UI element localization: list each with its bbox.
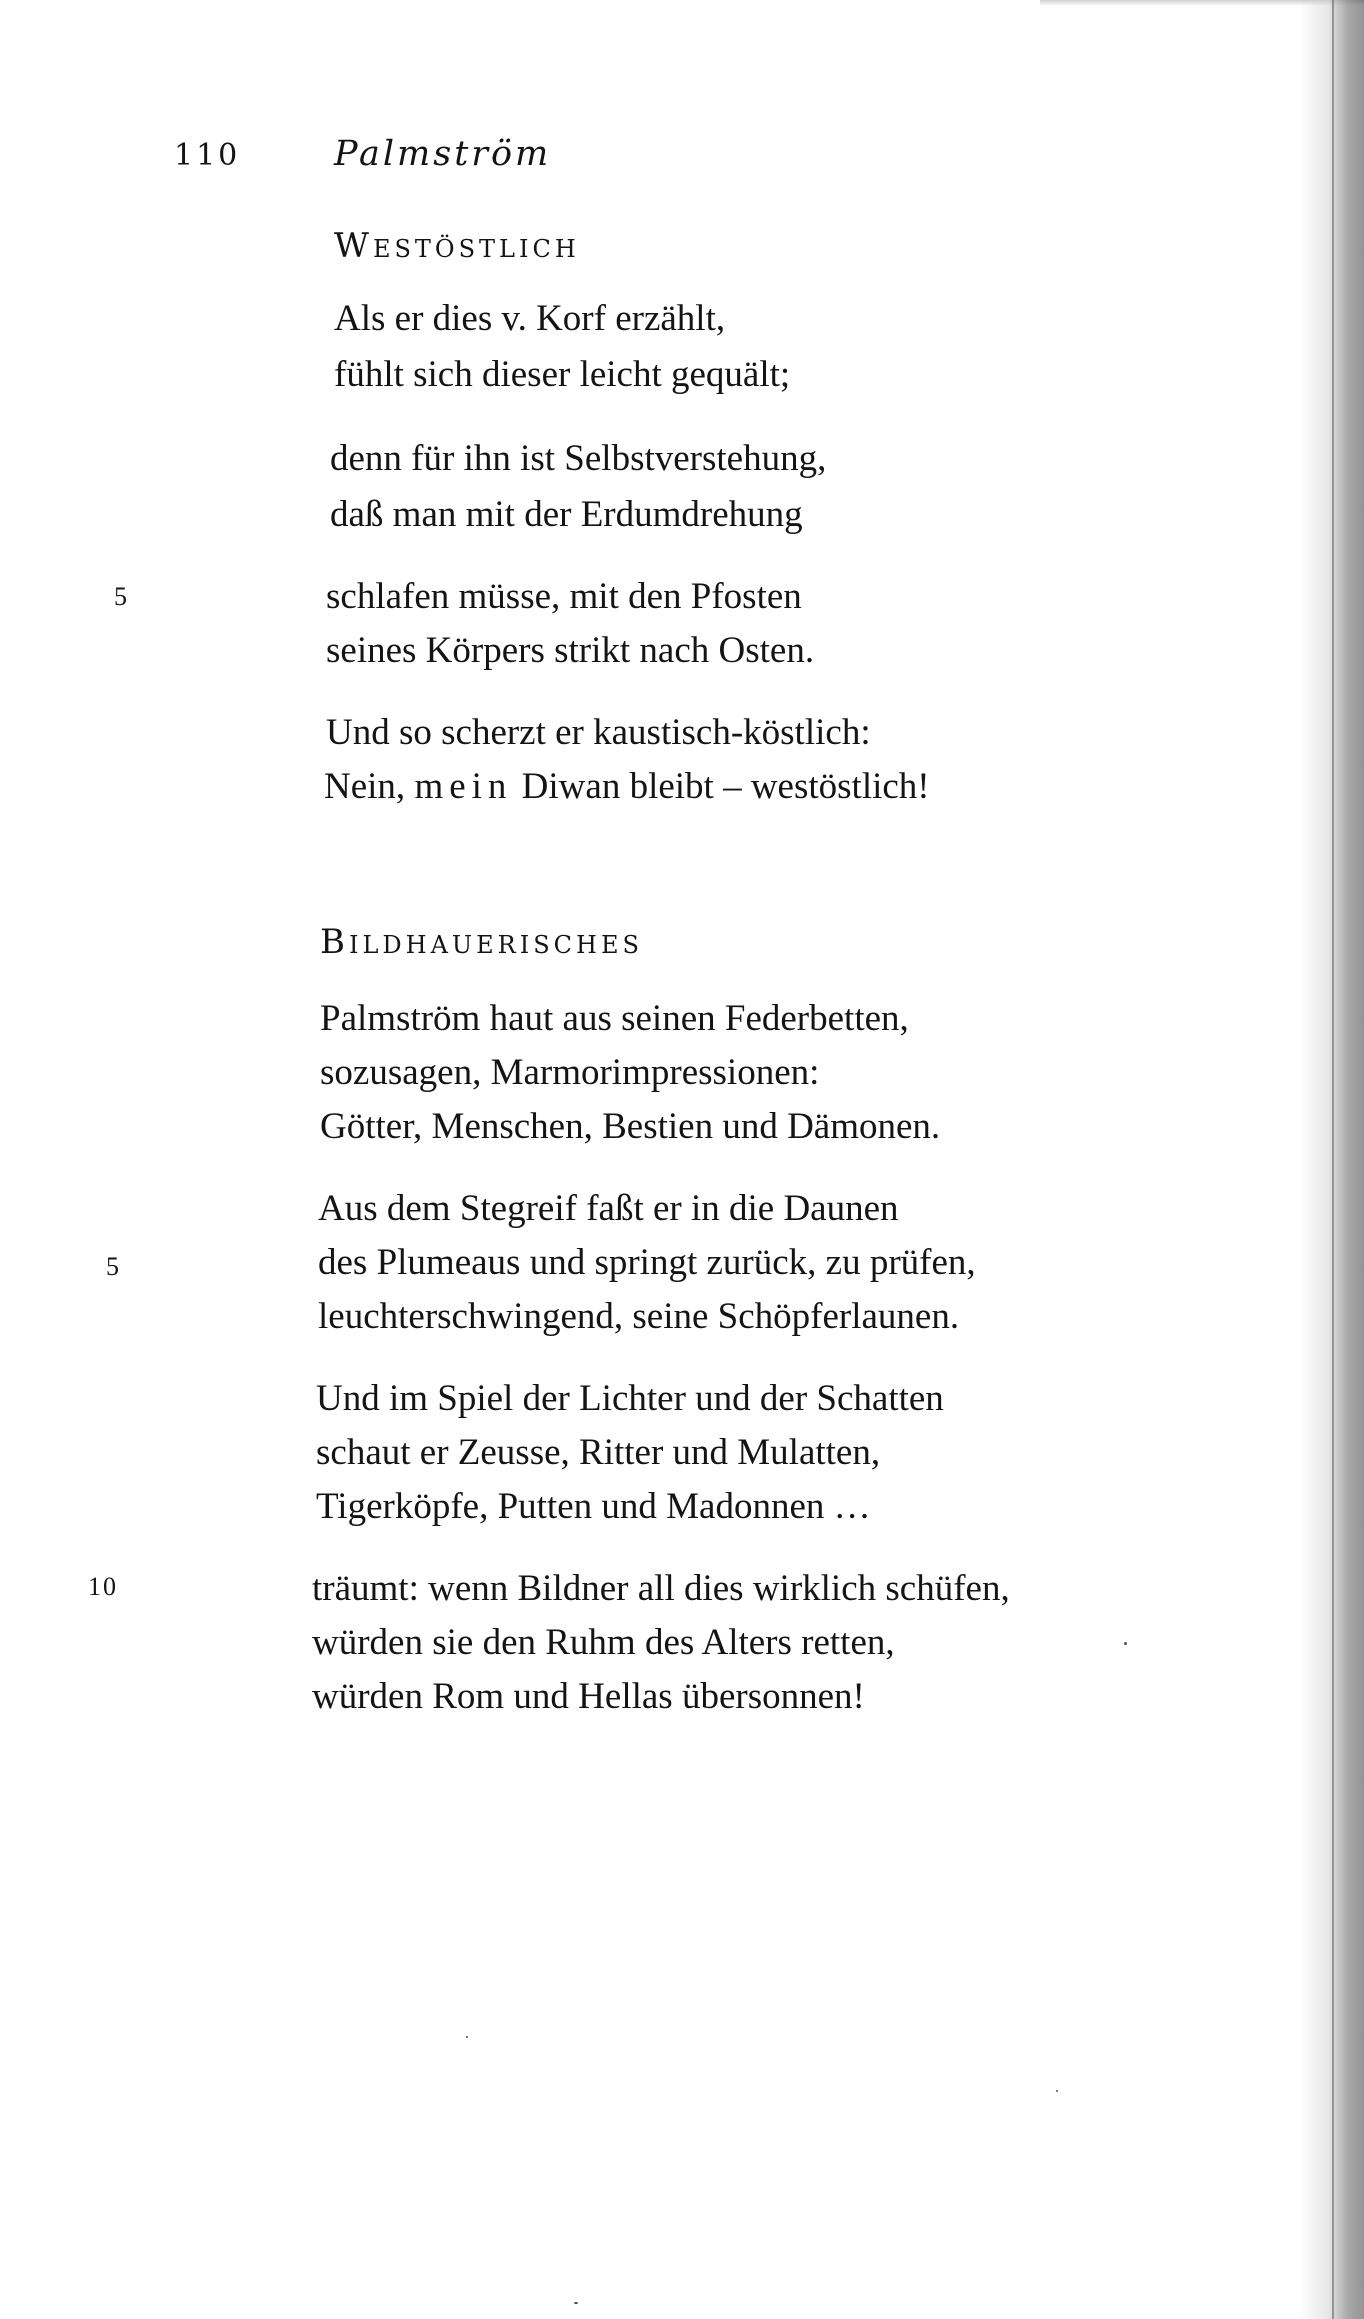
poem-line: schlafen müsse, mit den Pfosten	[326, 576, 802, 617]
poem-line: träumt: wenn Bildner all dies wirklich schüfen,	[312, 1568, 1010, 1609]
line-number: 10	[88, 1572, 118, 1601]
poem-line-part: Nein,	[324, 766, 406, 807]
page-number: 110	[174, 138, 241, 173]
poem-title-westoestlich: Westöstlich	[334, 226, 580, 266]
poem-line: würden Rom und Hellas übersonnen!	[312, 1676, 865, 1717]
poem-line: des Plumeaus und springt zurück, zu prüfen,	[318, 1242, 976, 1283]
poem-line: leuchterschwingend, seine Schöpferlaunen.	[318, 1296, 960, 1337]
poem-title-bildhauerisches: Bildhauerisches	[320, 922, 643, 962]
poem-line: schaut er Zeusse, Ritter und Mulatten,	[316, 1432, 881, 1473]
poem-line	[324, 768, 930, 805]
emphasized-word: mein	[414, 766, 513, 807]
poem-line-part: Diwan bleibt – westöstlich!	[521, 766, 930, 807]
poem-line: sozusagen, Marmorimpressionen:	[320, 1052, 820, 1093]
poem-line: Aus dem Stegreif faßt er in die Daunen	[318, 1188, 899, 1229]
scan-speck	[574, 2302, 578, 2304]
page-edge-line	[1332, 0, 1334, 2319]
scan-speck	[1124, 1642, 1127, 1645]
poem-line: würden sie den Ruhm des Alters retten,	[312, 1622, 895, 1663]
line-number: 5	[106, 1252, 121, 1281]
running-title: Palmström	[334, 134, 552, 174]
scan-speck	[466, 2036, 468, 2038]
poem-line: Als er dies v. Korf erzählt,	[334, 298, 726, 339]
poem-line: Und so scherzt er kaustisch-köstlich:	[326, 712, 871, 753]
poem-line: Götter, Menschen, Bestien und Dämonen.	[320, 1106, 941, 1147]
poem-line: daß man mit der Erdumdrehung	[330, 494, 803, 535]
poem-line: fühlt sich dieser leicht gequält;	[334, 354, 791, 395]
line-number: 5	[114, 582, 129, 611]
scan-speck	[1056, 2090, 1058, 2092]
poem-line: denn für ihn ist Selbstverstehung,	[330, 438, 827, 479]
poem-line: Palmström haut aus seinen Federbetten,	[320, 998, 909, 1039]
poem-line: Tigerköpfe, Putten und Madonnen …	[316, 1486, 871, 1527]
poem-line: Und im Spiel der Lichter und der Schatten	[316, 1378, 944, 1419]
poem-line: seines Körpers strikt nach Osten.	[326, 630, 815, 671]
